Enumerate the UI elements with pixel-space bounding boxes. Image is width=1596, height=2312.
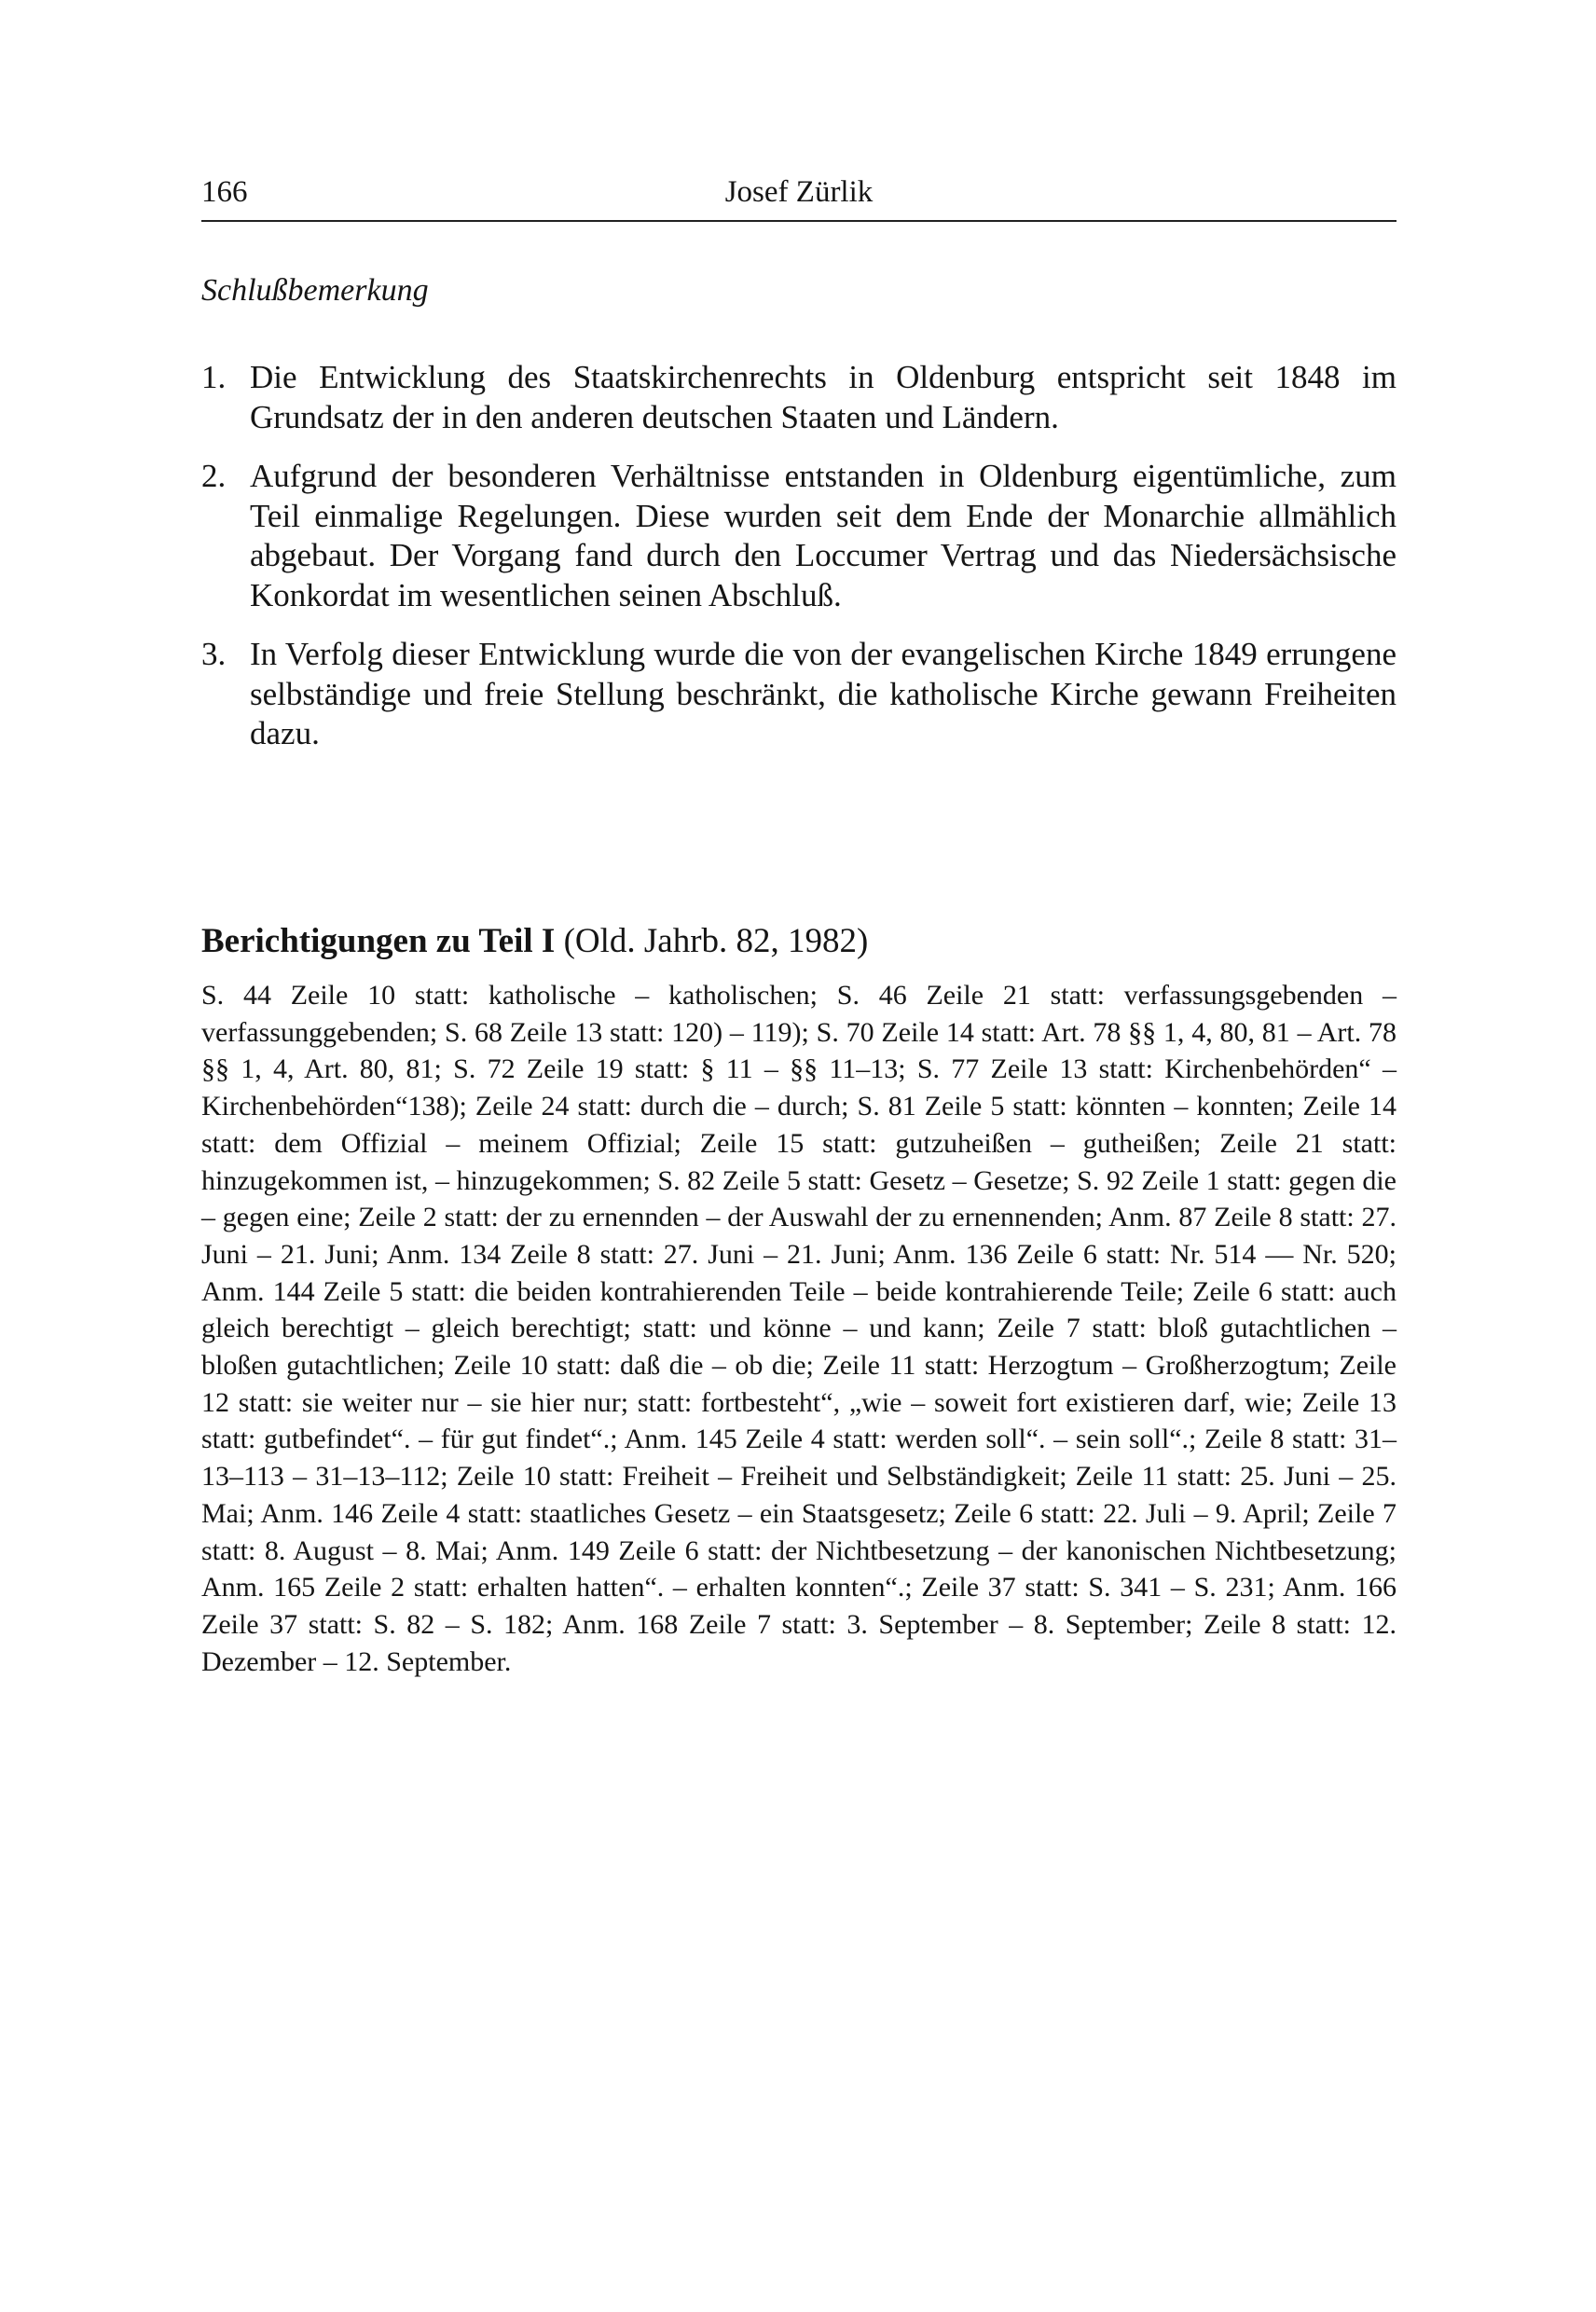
corrections-text: S. 44 Zeile 10 statt: katholische – katholischen; S. 46 Zeile 21 statt: verfassungsgebenden – verfassunggebenden; S. 68 Zeile 13 statt: 120) – 119); S. 70 Zeile 14 statt: Art. 78 §§ 1, 4, 80, 81 – Art. 78 §§ 1, 4, Art. 80, 81; S. 72 Zeile 19 statt: § 11 – §§ 11–13; S. 77 Zeile 13 statt: Kirchenbehörden“ – Kirchenbehörden“138); Zeile 24 statt: durch die – durch; S. 81 Zeile 5 statt: könnten – konnten; Zeile 14 statt: dem Offizial – meinem Offizial; Zeile 15 statt: gutzuheißen – gutheißen; Zeile 21 statt: hinzugekommen ist, – hinzugekommen; S. 82 Zeile 5 statt: Gesetz – Gesetze; S. 92 Zeile 1 statt: gegen die – gegen eine; Zeile 2 statt: der zu ernennden – der Auswahl der zu ernennenden; Anm. 87 Zeile 8 statt: 27. Juni – 21. Juni; Anm. 134 Zeile 8 statt: 27. Juni – 21. Juni; Anm. 136 Zeile 6 statt: Nr. 514 — Nr. 520; Anm. 144 Zeile 5 statt: die beiden kontrahierenden Teile – beide kontrahierende Teile; Zeile 6 statt: auch gleich berechtigt – gleich berechtigt; statt: und könne – und kann; Zeile 7 statt: bloß gutachtlichen – bloßen gutachtlichen; Zeile 10 statt: daß die – ob die; Zeile 11 statt: Herzogtum – Großherzogtum; Zeile 12 statt: sie weiter nur – sie hier nur; statt: fortbesteht“, „wie – soweit fort existieren darf, wie; Zeile 13 statt: gutbefindet“. – für gut findet“.; Anm. 145 Zeile 4 statt: werden soll“. – sein soll“.; Zeile 8 statt: 31–13–113 – 31–13–112; Zeile 10 statt: Freiheit – Freiheit und Selbständigkeit; Zeile 11 statt: 25. Juni – 25. Mai; Anm. 146 Zeile 4 statt: staatliches Gesetz – ein Staatsgesetz; Zeile 6 statt: 22. Juli – 9. April; Zeile 7 statt: 8. August – 8. Mai; Anm. 149 Zeile 6 statt: der Nichtbesetzung – der kanonischen Nichtbesetzung; Anm. 165 Zeile 2 statt: erhalten hatten“. – erhalten konnten“.; Zeile 37 statt: S. 341 – S. 231; Anm. 166 Zeile 37 statt: S. 82 – S. 182; Anm. 168 Zeile 7 statt: 3. September – 8. September; Zeile 8 statt: 12. Dezember – 12. September. — [201, 980, 1396, 1677]
header-rule — [201, 220, 1396, 222]
running-title: Josef Zürlik — [724, 175, 874, 209]
list-item-text: In Verfolg dieser Entwicklung wurde die von der evangelischen Kirche 1849 errungene selbständige und freie Stellung beschränkt, die katholische Kirche gewann Freiheiten dazu. — [250, 636, 1396, 751]
corrections-heading — [201, 919, 868, 964]
list-item — [201, 358, 1396, 437]
corrections-heading-title: Berichtigungen zu Teil I — [201, 922, 556, 960]
running-head — [201, 173, 1396, 211]
list-item-number: 1. — [201, 359, 227, 395]
list-item-text: Die Entwicklung des Staatskirchenrechts in Oldenburg entspricht seit 1848 im Grundsatz der in den anderen deutschen Staaten und Ländern. — [250, 359, 1396, 435]
corrections-heading-source: (Old. Jahrb. 82, 1982) — [555, 922, 869, 960]
list-item — [201, 635, 1396, 754]
conclusion-list — [201, 358, 1396, 774]
list-item-text: Aufgrund der besonderen Verhältnisse entstanden in Oldenburg eigentümliche, zum Teil einmalige Regelungen. Diese wurden seit dem Ende der Monarchie allmählich abgebaut. Der Vorgang fand durch den Loccumer Vertrag und das Niedersächsische Konkordat im wesentlichen seinen Abschluß. — [250, 458, 1396, 613]
section-heading: Schlußbemerkung — [201, 273, 429, 308]
list-item-number: 3. — [201, 636, 227, 672]
list-item-number: 2. — [201, 458, 227, 494]
list-item — [201, 457, 1396, 615]
page-number: 166 — [201, 175, 248, 209]
